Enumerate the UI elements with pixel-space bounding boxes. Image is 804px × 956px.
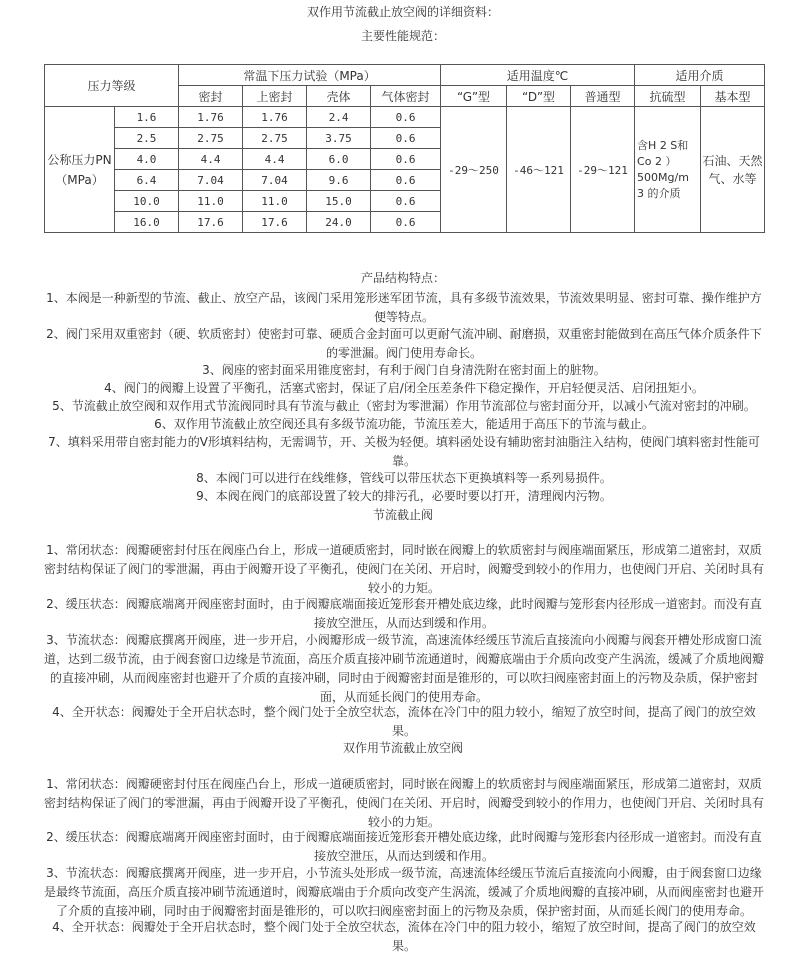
section1-item: 2、缓压状态：阀瓣底端离开阀座密封面时，由于阀瓣底端面接近笼形套开槽处底边缘，此时阀瓣与笼形套内径形成一道密封。而没有直接放空泄压，从而达到缓和作用。: [46, 597, 762, 630]
table-cell: 0.6: [371, 149, 441, 170]
feature-item: 5、节流截止放空阀和双作用式节流阀同时具有节流与截止（密封为零泄漏）作用节流部位与密封面分开，以减小气流对密封的冲刷。: [52, 399, 756, 413]
row-label: 公称压力PN（MPa）: [45, 107, 115, 233]
table-cell: 7.04: [179, 170, 243, 191]
table-cell: 1.6: [115, 107, 179, 128]
subheader-d-type: “D”型: [507, 86, 571, 107]
table-cell: 24.0: [307, 212, 371, 233]
feature-item: 4、阀门的阀瓣上设置了平衡孔，活塞式密封，保证了启/闭全压差条件下稳定操作，开启轻便灵活、启闭扭矩小。: [104, 381, 704, 395]
feature-item: 7、填料采用带自密封能力的V形填料结构，无需调节，开、关极为轻便。填料函处设有辅助密封油脂注入结构，使阀门填料密封性能可靠。: [48, 435, 760, 468]
section2-item: 2、缓压状态：阀瓣底端离开阀座密封面时，由于阀瓣底端面接近笼形套开槽处底边缘，此时阀瓣与笼形套内径形成一道密封。而没有直接放空泄压，从而达到缓和作用。: [46, 830, 762, 863]
table-cell: 2.75: [243, 128, 307, 149]
table-cell: 0.6: [371, 128, 441, 149]
subheader-normal-type: 普通型: [571, 86, 635, 107]
table-cell: 0.6: [371, 212, 441, 233]
section2-heading: 双作用节流截止放空阀: [342, 741, 463, 755]
temp-group-header: 适用温度℃: [441, 65, 635, 86]
section2-item: 3、节流状态：阀瓣底撰离开阀座，进一步开启，小节流头处形成一级节流，高速流体经缓压节流后直接流向小阀瓣，由于阀套窗口边缘是最终节流面，高压介质直接冲刷节流通道时，阀瓣底端由于介质向改变产生涡流，缓减了介质地阀瓣的直接冲刷，从而阀座密封也避开了介质的直接冲刷，同时由于阀瓣密封面是锥形的，可以吹扫阀座密封面上的污物及杂质，保护密封面，从而延长阀门的使用寿命。: [44, 866, 765, 918]
feature-item: 2、阀门采用双重密封（硬、软质密封）使密封可靠、硬质合金封面可以更耐气流冲刷、耐磨损，双重密封能做到在高压气体介质条件下的零泄漏。阀门使用寿命长。: [46, 327, 762, 360]
section2-item: 4、全开状态：阀瓣处于全开启状态时，整个阀门处于全放空状态，流体在冷门中的阻力较小，缩短了放空时间，提高了阀门的放空效果。: [52, 920, 756, 953]
subheader-upper-seal: 上密封: [243, 86, 307, 107]
pressure-level-header: 压力等级: [45, 65, 179, 107]
table-cell: 2.4: [307, 107, 371, 128]
section1-item: 4、全开状态：阀瓣处于全开启状态时，整个阀门处于全放空状态，流体在冷门中的阻力较小，缩短了放空时间，提高了阀门的放空效果。: [52, 705, 756, 738]
table-cell: 9.6: [307, 170, 371, 191]
feature-item: 6、双作用节流截止放空阀还具有多级节流功能，节流压差大，能适用于高压下的节流与截止。: [154, 417, 654, 431]
spec-heading: 主要性能规范：: [360, 29, 445, 43]
spec-table: [44, 64, 765, 233]
table-cell: 6.4: [115, 170, 179, 191]
table-cell: 3.75: [307, 128, 371, 149]
table-cell: 7.04: [243, 170, 307, 191]
feature-item: 3、阀座的密封面采用锥度密封，有利于阀门自身清洗附在密封面上的脏物。: [202, 363, 606, 377]
table-cell: 15.0: [307, 191, 371, 212]
section1-heading: 节流截止阀: [372, 508, 433, 522]
subheader-g-type: “G”型: [441, 86, 507, 107]
features-heading: 产品结构特点：: [360, 271, 445, 285]
table-cell: 4.4: [243, 149, 307, 170]
subheader-basic-type: 基本型: [701, 86, 765, 107]
temp-d-cell: -46～121: [507, 107, 571, 233]
table-row: [45, 107, 765, 128]
table-cell: 4.0: [115, 149, 179, 170]
table-cell: 0.6: [371, 107, 441, 128]
table-cell: 11.0: [243, 191, 307, 212]
table-cell: 11.0: [179, 191, 243, 212]
table-cell: 0.6: [371, 191, 441, 212]
table-cell: 0.6: [371, 170, 441, 191]
page-title: 双作用节流截止放空阀的详细资料：: [306, 5, 499, 19]
table-cell: 17.6: [179, 212, 243, 233]
table-cell: 1.76: [179, 107, 243, 128]
temp-normal-cell: -29～121: [571, 107, 635, 233]
section1-item: 1、常闭状态：阀瓣硬密封付压在阀座凸台上，形成一道硬质密封，同时嵌在阀瓣上的软质密封与阀座端面紧压，形成第二道密封，双质密封结构保证了阀门的零泄漏，再由于阀瓣开设了平衡孔，使阀门在关闭、开启时，阀瓣受到较小的作用力，也使阀门开启、关闭时具有较小的力矩。: [44, 543, 765, 595]
medium-basic-cell: 石油、天然气、水等: [701, 107, 765, 233]
section2-item: 1、常闭状态：阀瓣硬密封付压在阀座凸台上，形成一道硬质密封，同时嵌在阀瓣上的软质密封与阀座端面紧压，形成第二道密封，双质密封结构保证了阀门的零泄漏，再由于阀瓣开设了平衡孔，使阀门在关闭、开启时，阀瓣受到较小的作用力，也使阀门开启、关闭时具有较小的力矩。: [44, 777, 765, 829]
table-cell: 6.0: [307, 149, 371, 170]
medium-group-header: 适用介质: [635, 65, 765, 86]
subheader-gas-seal: 气体密封: [371, 86, 441, 107]
feature-item: 1、本阀是一种新型的节流、截止、放空产品，该阀门采用笼形迷军团节流，具有多级节流效果，节流效果明显、密封可靠、操作维护方便等特点。: [46, 291, 762, 324]
test-group-header: 常温下压力试验（MPa）: [179, 65, 441, 86]
subheader-shell: 壳体: [307, 86, 371, 107]
table-cell: 16.0: [115, 212, 179, 233]
medium-sulfur-cell: 含H 2 S和Co 2 ）500Mg/m 3 的介质: [635, 107, 701, 233]
table-cell: 1.76: [243, 107, 307, 128]
table-cell: 2.75: [179, 128, 243, 149]
table-cell: 4.4: [179, 149, 243, 170]
table-cell: 2.5: [115, 128, 179, 149]
subheader-seal: 密封: [179, 86, 243, 107]
temp-g-cell: -29～250: [441, 107, 507, 233]
feature-item: 9、本阀在阀门的底部设置了较大的排污孔，必要时要以打开，清理阀内污物。: [196, 489, 612, 503]
table-cell: 10.0: [115, 191, 179, 212]
subheader-sulfur-type: 抗硫型: [635, 86, 701, 107]
section1-item: 3、节流状态：阀瓣底撰离开阀座，进一步开启，小阀瓣形成一级节流，高速流体经缓压节流后直接流向小阀瓣与阀套开槽处形成窗口流道，达到二级节流，由于阀套窗口边缘是节流面，高压介质直接冲刷节流通道时，阀瓣底端由于介质向改变产生涡流，缓减了介质地阀瓣的直接冲刷，从而阀座密封也避开了介质的直接冲刷，同时由于阀瓣密封面是锥形的，可以吹扫阀座密封面上的污物及杂质，保护密封面，从而延长阀门的使用寿命。: [44, 633, 765, 704]
table-cell: 17.6: [243, 212, 307, 233]
feature-item: 8、本阀门可以进行在线维修，管线可以带压状态下更换填料等一系列易损件。: [196, 471, 612, 485]
